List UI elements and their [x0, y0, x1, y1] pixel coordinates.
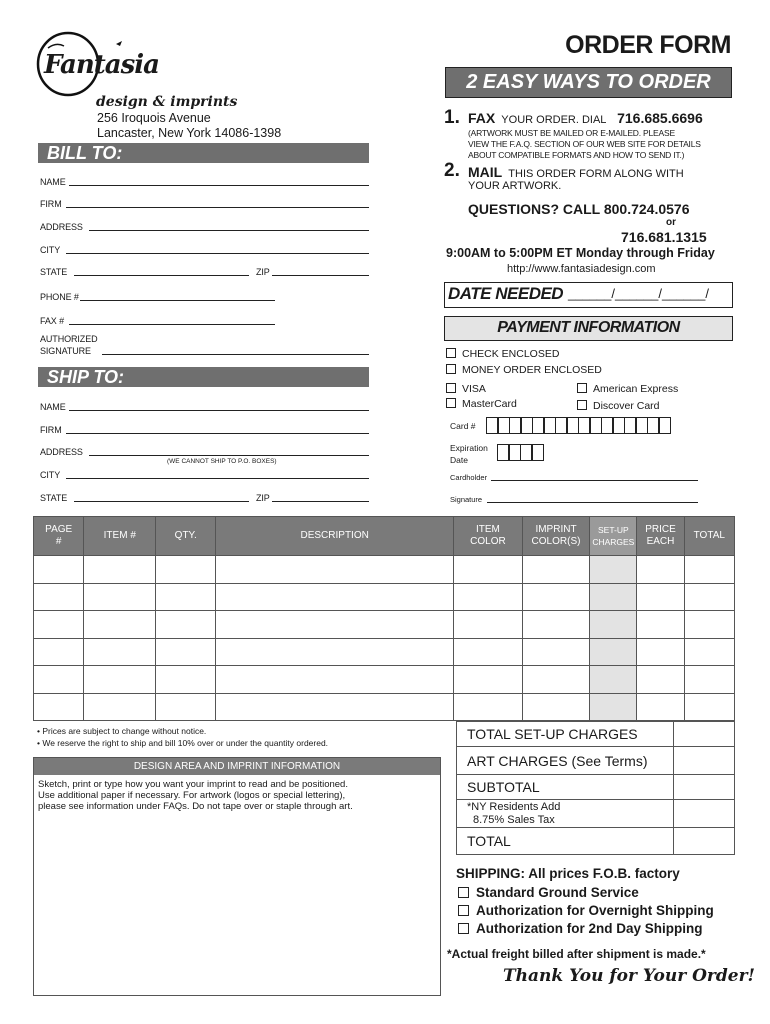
mail-text-2: YOUR ARTWORK. — [468, 180, 562, 192]
page-title: ORDER FORM — [565, 31, 731, 59]
col-description: DESCRIPTION — [216, 517, 454, 556]
table-row[interactable] — [34, 666, 735, 694]
fax-phone: 716.685.6696 — [617, 110, 703, 126]
bill-firm-field[interactable] — [66, 207, 369, 208]
table-row[interactable] — [34, 638, 735, 666]
ship-zip-field[interactable] — [272, 501, 369, 502]
bill-name-field[interactable] — [69, 185, 369, 186]
expiration-boxes[interactable] — [498, 444, 544, 466]
mastercard-checkbox[interactable] — [446, 398, 456, 408]
ship-zip-label: ZIP — [256, 493, 270, 503]
ship-to-heading-text: SHIP TO: — [47, 367, 125, 387]
amex-option[interactable] — [577, 383, 678, 395]
check-enclosed-option[interactable] — [446, 348, 559, 360]
amex-label: American Express — [593, 383, 679, 395]
shipping-opt-2day[interactable]: Authorization for 2nd Day Shipping — [458, 921, 703, 936]
ship-city-label: CITY — [40, 470, 61, 480]
po-box-note: (WE CANNOT SHIP TO P.O. BOXES) — [167, 458, 277, 465]
overnight-checkbox[interactable] — [458, 905, 469, 916]
ship-state-field[interactable] — [74, 501, 249, 502]
card-signature-label: Signature — [450, 495, 483, 504]
expiration-label-1: Expiration — [450, 443, 488, 453]
2day-checkbox[interactable] — [458, 923, 469, 934]
expiration-label-2: Date — [450, 455, 468, 465]
bill-zip-field[interactable] — [272, 275, 369, 276]
mail-line — [468, 164, 684, 180]
order-items-table — [33, 516, 735, 721]
fax-note-2: VIEW THE F.A.Q. SECTION OF OUR WEB SITE FOR DETAILS — [468, 139, 701, 149]
check-enclosed-checkbox[interactable] — [446, 348, 456, 358]
check-enclosed-label: CHECK ENCLOSED — [462, 348, 560, 360]
money-order-option[interactable] — [446, 364, 602, 376]
visa-option[interactable] — [446, 383, 486, 395]
bill-state-field[interactable] — [74, 275, 249, 276]
cardholder-field[interactable] — [491, 480, 698, 481]
date-needed-label: DATE NEEDED — [448, 284, 564, 303]
discover-checkbox[interactable] — [577, 400, 587, 410]
table-row[interactable] — [34, 583, 735, 611]
money-order-checkbox[interactable] — [446, 364, 456, 374]
table-row[interactable] — [34, 556, 735, 584]
fax-title: FAX — [468, 110, 496, 126]
table-header-row — [34, 517, 735, 556]
table-row[interactable] — [34, 693, 735, 721]
bill-address-label: ADDRESS — [40, 222, 83, 232]
ship-firm-field[interactable] — [66, 433, 369, 434]
ship-firm-label: FIRM — [40, 425, 62, 435]
ship-state-label: STATE — [40, 493, 68, 503]
art-charges-row[interactable]: ART CHARGES (See Terms) — [457, 747, 735, 775]
visa-label: VISA — [462, 383, 486, 395]
money-order-label: MONEY ORDER ENCLOSED — [462, 364, 602, 376]
totals-table — [456, 721, 735, 855]
total-row[interactable]: TOTAL — [457, 828, 735, 855]
freight-note: *Actual freight billed after shipment is made.* — [447, 947, 706, 961]
bill-zip-label: ZIP — [256, 267, 270, 277]
mastercard-option[interactable] — [446, 398, 517, 410]
bill-name-label: NAME — [40, 177, 66, 187]
bill-address-field[interactable] — [89, 230, 369, 231]
payment-heading-text: PAYMENT INFORMATION — [497, 319, 680, 336]
mail-title: MAIL — [468, 164, 503, 180]
date-needed-blank: ______/______/______/ — [568, 286, 709, 301]
website-link[interactable]: http://www.fantasiadesign.com — [507, 263, 656, 275]
mail-num: 2. — [444, 160, 460, 181]
col-qty: QTY. — [156, 517, 216, 556]
auth-label-1: AUTHORIZED — [40, 334, 98, 344]
col-total: TOTAL — [684, 517, 734, 556]
hours: 9:00AM to 5:00PM ET Monday through Friday — [446, 246, 715, 260]
bill-phone-label: PHONE # — [40, 292, 79, 302]
bill-city-field[interactable] — [66, 253, 369, 254]
bill-fax-label: FAX # — [40, 316, 65, 326]
logo — [36, 30, 160, 100]
mail-text-1: THIS ORDER FORM ALONG WITH — [508, 168, 684, 180]
discover-option[interactable] — [577, 400, 660, 412]
ship-to-heading — [38, 367, 369, 387]
or-text: or — [666, 217, 676, 228]
ship-name-field[interactable] — [69, 410, 369, 411]
bill-city-label: CITY — [40, 245, 61, 255]
ship-name-label: NAME — [40, 402, 66, 412]
date-needed-box[interactable] — [444, 282, 733, 308]
shipping-opt-ground[interactable]: Standard Ground Service — [458, 885, 639, 900]
mastercard-label: MasterCard — [462, 398, 517, 410]
fax-num: 1. — [444, 107, 460, 128]
ship-city-field[interactable] — [66, 478, 369, 479]
auth-label-2: SIGNATURE — [40, 346, 91, 356]
table-row[interactable] — [34, 611, 735, 639]
note-2: • We reserve the right to ship and bill 10% over or under the quantity ordered. — [37, 738, 329, 748]
bill-phone-field[interactable] — [80, 300, 275, 301]
cardholder-label: Cardholder — [450, 473, 488, 482]
ship-address-label: ADDRESS — [40, 447, 83, 457]
design-area-box[interactable] — [33, 757, 441, 996]
brand-tagline: design & imprints — [96, 94, 238, 110]
visa-checkbox[interactable] — [446, 383, 456, 393]
col-imprint-color: IMPRINT COLOR(S) — [522, 517, 590, 556]
sales-tax-row[interactable]: *NY Residents Add 8.75% Sales Tax — [457, 800, 735, 828]
ship-address-field[interactable] — [89, 455, 369, 456]
fax-text: YOUR ORDER. DIAL — [501, 114, 607, 126]
card-number-label: Card # — [450, 421, 476, 431]
fax-line — [468, 110, 703, 126]
design-area-heading: DESIGN AREA AND IMPRINT INFORMATION — [34, 758, 440, 775]
easy-ways-heading-text: 2 EASY WAYS TO ORDER — [466, 71, 711, 93]
bill-to-heading — [38, 143, 369, 163]
fax-note-1: (ARTWORK MUST BE MAILED OR E-MAILED. PLEASE — [468, 128, 675, 138]
bill-to-heading-text: BILL TO: — [47, 143, 123, 163]
card-number-boxes[interactable] — [487, 417, 671, 439]
bill-state-label: STATE — [40, 267, 68, 277]
design-area-instructions: Sketch, print or type how you want your imprint to read and be positioned. Use additional paper if necessary. For artwork (logos or special lettering), please see information under FAQs. Do not tape over or staple through art. — [38, 779, 353, 812]
bill-firm-label: FIRM — [40, 199, 62, 209]
col-item: ITEM # — [84, 517, 156, 556]
brand-address-2: Lancaster, New York 14086-1398 — [97, 126, 282, 140]
shipping-heading: SHIPPING: All prices F.O.B. factory — [456, 866, 680, 881]
signature-field[interactable] — [102, 354, 369, 355]
bill-fax-field[interactable] — [69, 324, 275, 325]
subtotal-row[interactable]: SUBTOTAL — [457, 775, 735, 800]
card-signature-field[interactable] — [487, 502, 698, 503]
payment-heading — [444, 316, 733, 341]
questions-line: QUESTIONS? CALL 800.724.0576 — [468, 201, 690, 217]
total-setup-row[interactable]: TOTAL SET-UP CHARGES — [457, 722, 735, 747]
shipping-opt-overnight[interactable]: Authorization for Overnight Shipping — [458, 903, 714, 918]
amex-checkbox[interactable] — [577, 383, 587, 393]
logo-text: Fantasia — [44, 50, 160, 80]
note-1: • Prices are subject to change without notice. — [37, 726, 207, 736]
col-price-each: PRICE EACH — [637, 517, 684, 556]
thank-you: Thank You for Your Order! — [503, 966, 756, 986]
discover-label: Discover Card — [593, 400, 660, 412]
brand-address-1: 256 Iroquois Avenue — [97, 111, 211, 125]
easy-ways-heading — [445, 67, 732, 98]
col-setup-charges: SET-UP CHARGES — [590, 517, 637, 556]
fax-note-3: ABOUT COMPATIBLE FORMATS AND HOW TO SEND IT.) — [468, 150, 685, 160]
col-item-color: ITEM COLOR — [454, 517, 523, 556]
phone-2: 716.681.1315 — [621, 229, 707, 245]
ground-checkbox[interactable] — [458, 887, 469, 898]
col-page: PAGE # — [34, 517, 84, 556]
